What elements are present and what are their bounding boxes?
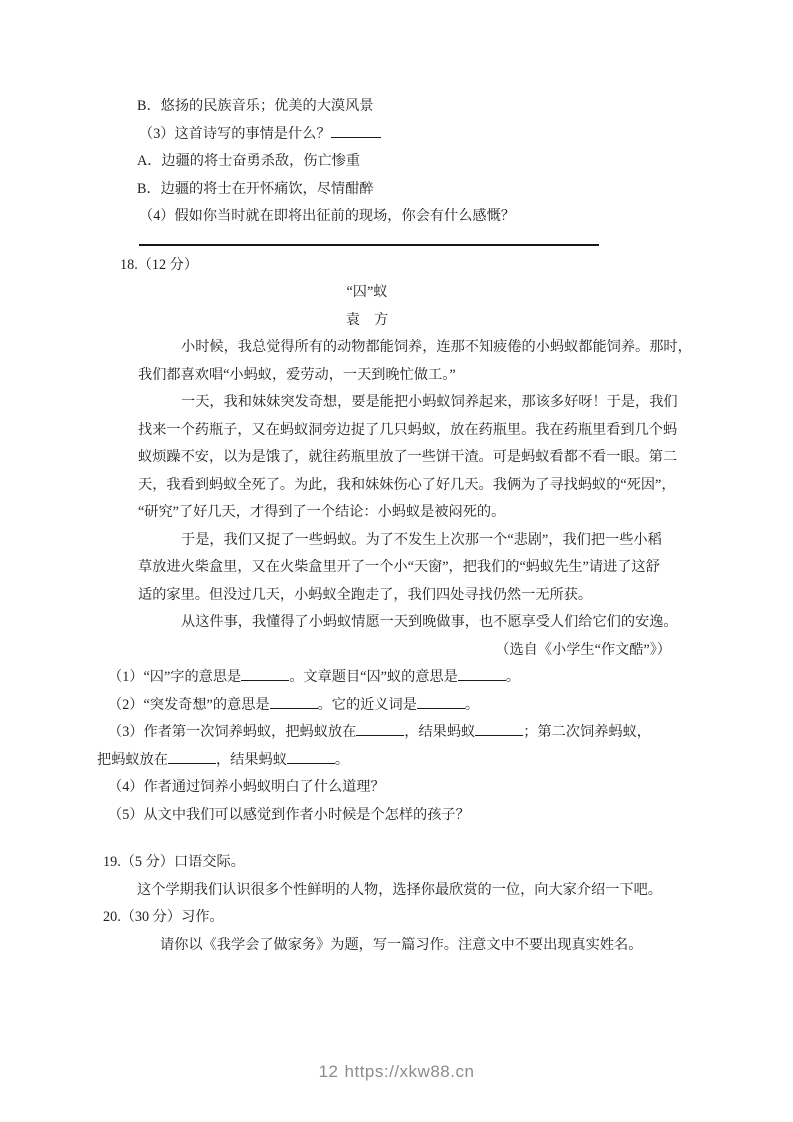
question-18-1 [97,664,793,692]
question-18-3-part: （3）作者第一次饲养蚂蚁，把蚂蚁放在 [108,724,357,740]
question-3-poem-text: （3）这首诗写的事情是什么？ [139,125,331,142]
answer-blank [331,123,381,138]
passage-line: 适的家里。但没过几天，小蚂蚁全跑走了，我们四处寻找仍然一无所获。 [138,586,593,603]
passage-line: 找来一个药瓶子，又在蚂蚁洞旁边捉了几只蚂蚁，放在药瓶里。我在药瓶里看到几个蚂 [138,421,678,438]
passage-body [138,334,793,637]
question-18-3-part: ；第二次饲养蚂蚁， [523,724,651,740]
question-18-3-part: 。 [334,751,350,768]
question-18-2 [97,692,793,720]
poem-question-section [0,93,793,246]
passage-line: 蚁烦躁不安，以为是饿了，就往药瓶里放了一些饼干渣。可是蚂蚁看都不看一眼。第二 [138,449,678,465]
question-18-2-part: （2）“突发奇想”的意思是 [108,696,270,713]
question-19-header: 19.（5 分）口语交际。 [103,854,245,870]
answer-blank [168,749,216,764]
answer-blank [475,721,523,736]
question-18-3-part: 把蚂蚁放在 [97,751,168,768]
option-b-music: B．悠扬的民族音乐；优美的大漠风景 [137,98,374,114]
question-18-1-part: （1）“囚”字的意思是 [108,669,242,685]
passage-line: 从这件事，我懂得了小蚂蚁情愿一天到晚做事，也不愿享受人们给它们的安逸。 [181,614,678,630]
question-18-3-line2 [97,747,793,775]
passage-line: 小时候，我总觉得所有的动物都能饲养，连那不知疲倦的小蚂蚁都能饲养。那时， [181,339,692,355]
passage-title: “囚”蚁 [346,284,388,300]
question-18-3-part: ，结果蚂蚁 [215,751,287,768]
question-18-3-line1 [97,719,793,747]
writing-prompt: 请你以《我学会了做家务》为题，写一篇习作。注意文中不要出现真实姓名。 [160,936,643,953]
reading-section [0,252,793,830]
question-4-poem: （4）假如你当时就在即将出征前的现场，你会有什么感慨？ [139,208,515,224]
question-18-2-part: 。它的近义词是 [317,696,417,713]
question-20-header: 20.（30 分）习作。 [103,909,224,925]
option-a-battle: A．边疆的将士奋勇杀敌，伤亡惨重 [137,153,361,169]
question-3-poem [139,121,793,149]
passage-line: 我们都喜欢唱“小蚂蚁，爱劳动，一天到晚忙做工。” [138,366,456,383]
answer-blank [356,721,404,736]
answer-blank [287,749,335,764]
question-18-3-part: ，结果蚂蚁 [404,724,476,740]
passage-line: 草放进火柴盒里，又在火柴盒里开了一个小“天窗”，把我们的“蚂蚁先生”请进了这舒 [138,559,660,575]
page-content [0,93,793,959]
page-footer [0,1062,793,1082]
question-18-header: 18.（12 分） [120,256,199,273]
question-18-1-part: 。文章题目“囚”蚁的意思是 [289,669,458,685]
writing-section [0,904,793,959]
passage-source: （选自《小学生“作文酷”》） [495,641,671,658]
passage-line: 于是，我们又捉了一些蚂蚁。为了不发生上次那一个“悲剧”，我们把一些小稻 [181,531,662,548]
page-number: 12 [318,1062,339,1081]
speaking-section [0,849,793,904]
passage-author: 袁 方 [345,311,389,328]
option-b-drink: B．边疆的将士在开怀痛饮，尽情酣醉 [137,180,374,197]
answer-blank [458,666,506,681]
speaking-prompt: 这个学期我们认识很多个性鲜明的人物，选择你最欣赏的一位，向大家介绍一下吧。 [137,881,662,898]
question-18-2-part: 。 [464,696,480,713]
question-18-1-part: 。 [505,669,521,685]
question-18-4: （4）作者通过饲养小蚂蚁明白了什么道理？ [108,779,385,795]
passage-line: 天，我看到蚂蚁全死了。为此，我和妹妹伤心了好几天。我俩为了寻找蚂蚁的“死因”， [138,476,676,493]
footer-url: https://xkw88.cn [344,1062,475,1081]
passage-line: “研究”了好几天，才得到了一个结论：小蚂蚁是被闷死的。 [138,504,506,520]
question-18-5: （5）从文中我们可以感觉到作者小时候是个怎样的孩子？ [108,806,470,823]
answer-blank [270,694,318,709]
answer-line [139,244,599,246]
passage-line: 一天，我和妹妹突发奇想，要是能把小蚂蚁饲养起来，那该多好呀！于是，我们 [181,394,678,410]
answer-blank [417,694,465,709]
answer-blank [241,666,289,681]
